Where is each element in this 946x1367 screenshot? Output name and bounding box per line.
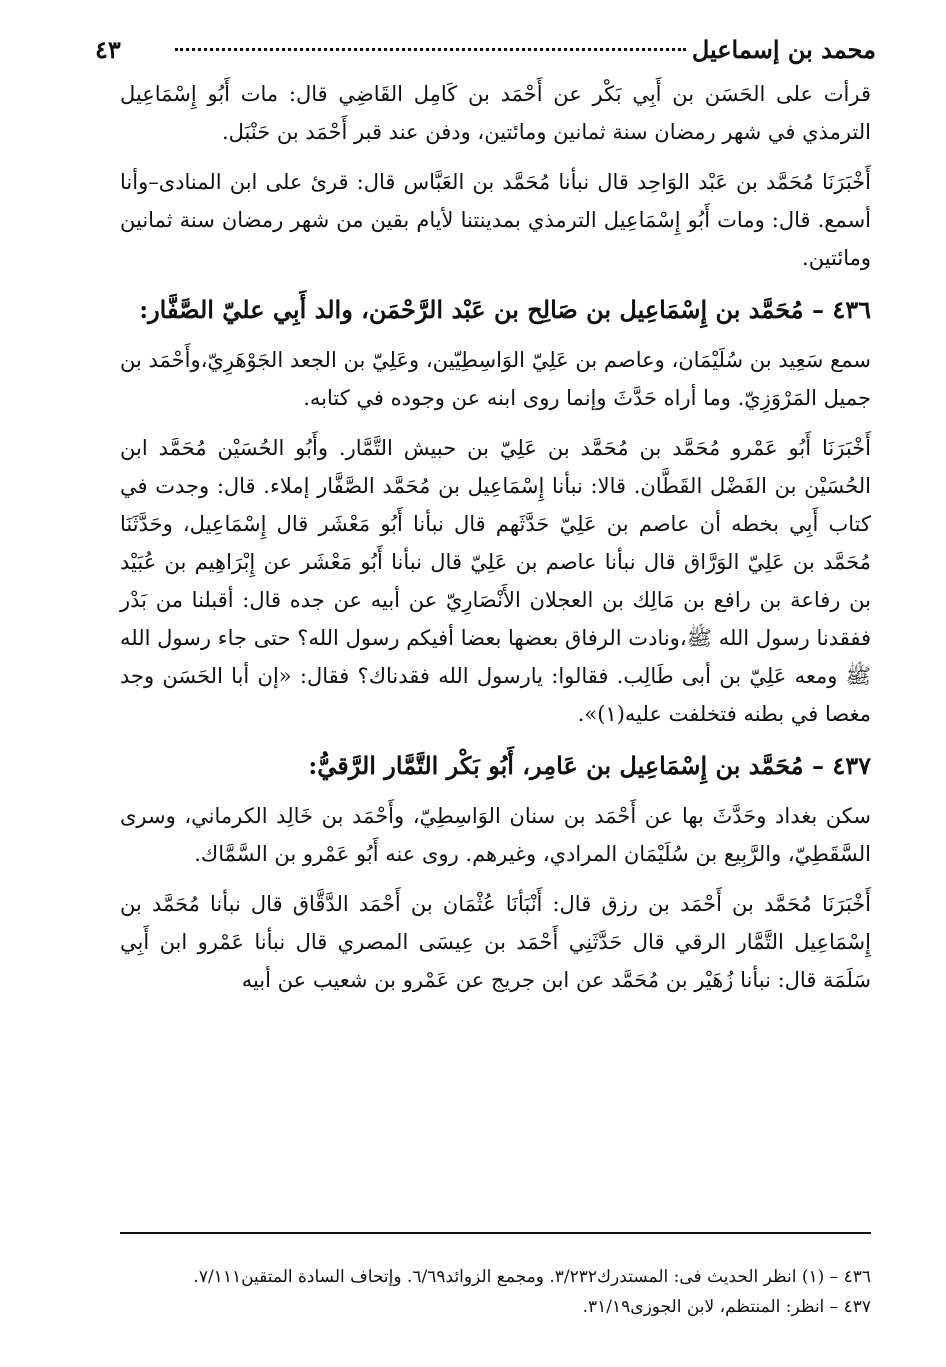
paragraph: أَخْبَرَنَا مُحَمَّد بن أَحْمَد بن رزق قال: أَنْبَأنَا عُثْمَان بن أَحْمَد الدَّقَّاق قال نبأنا مُحَمَّد بن إِسْمَاعِيل التَّمَّار الرقي قال حَدَّثَنِي أَحْمَد بن عِيسَى المصري قال نبأنا عَمْرو ابن أَبِي سَلَمَة قال: نبأنا زُهَيْر بن مُحَمَّد عن ابن جريج عن عَمْرو بن شعيب عن أبيه <box>120 892 871 992</box>
header-dot-leader <box>175 48 686 51</box>
paragraph: أَخْبَرَنَا مُحَمَّد بن عَبْد الوَاحِد قال نبأنا مُحَمَّد بن العَبَّاس قال: قرئ على ابن المنادى–وأنا أسمع. قال: ومات أَبُو إِسْمَاعِيل الترمذي بمدينتنا لأيام بقين من شهر رمضان سنة ثمانين ومائتين. <box>120 170 871 270</box>
paragraph: قرأت على الحَسَن بن أَبِي بَكْر عن أَحْمَد بن كَامِل القَاضِي قال: مات أَبُو إِسْمَاعِيل الترمذي في شهر رمضان سنة ثمانين ومائتين، ودفن عند قبر أَحْمَد بن حَنْبَل. <box>120 82 871 144</box>
page-number: ٤٣ <box>95 35 121 64</box>
footnotes <box>120 1262 871 1322</box>
running-header <box>95 30 876 70</box>
footnote: ٤٣٧ – انظر: المنتظم، لابن الجوزى٣١/١٩. <box>582 1297 871 1317</box>
page-body <box>120 75 871 1011</box>
running-title: محمد بن إسماعيل <box>691 35 876 64</box>
entry-heading-436: ٤٣٦ – مُحَمَّد بن إِسْمَاعِيل بن صَالِح بن عَبْد الرَّحْمَن، والد أَبِي عليّ الصَّفَّار: <box>139 295 871 324</box>
footnote: ٤٣٦ – (١) انظر الحديث فى: المستدرك٣/٢٣٢. ومجمع الزوائد٦/٦٩. وإتحاف السادة المتقين٧/١١١. <box>193 1267 871 1287</box>
paragraph: أَخْبَرَنَا أَبُو عَمْرو مُحَمَّد بن مُحَمَّد بن عَلِيّ بن حبيش التَّمَّار. وأَبُو الحُسَيْن مُحَمَّد ابن الحُسَيْن بن الفَضْل القَطَّان. قالا: نبأنا إِسْمَاعِيل بن مُحَمَّد الصَّفَّار إملاء. قال: وجدت في كتاب أَبِي بخطه أن عاصم بن عَلِيّ حَدَّثَهم قال نبأنا أَبُو مَعْشَر قال إِسْمَاعِيل، وحَدَّثَنَا مُحَمَّد بن عَلِيّ الوَرَّاق قال نبأنا عاصم بن عَلِيّ قال نبأنا أَبُو مَعْشَر عن إِبْرَاهِيم بن عُبَيْد بن رفاعة بن رافع بن مَالِك بن العجلان الأَنْصَارِيّ عن أبيه عن جده قال: أقبلنا من بَدْر ففقدنا رسول الله ﷺ،ونادت الرفاق بعضها بعضا أفيكم رسول الله؟ حتى جاء رسول الله ﷺ ومعه عَلِيّ بن أبى طَالِب. فقالوا: يارسول الله فقدناك؟ فقال: «إن أبا الحَسَن وجد مغصا في بطنه فتخلفت عليه(١)». <box>120 436 871 726</box>
footnote-separator <box>120 1232 871 1234</box>
paragraph: سكن بغداد وحَدَّثَ بها عن أَحْمَد بن سنان الوَاسِطِيّ، وأَحْمَد بن خَالِد الكرماني، وسرى السَّقَطِيّ، والرَّبِيع بن سُلَيْمَان المرادي، وغيرهم. روى عنه أَبُو عَمْرو بن السَّمَّاك. <box>120 804 871 866</box>
paragraph: سمع سَعِيد بن سُلَيْمَان، وعاصم بن عَلِيّ الوَاسِطِيّين، وعَلِيّ بن الجعد الجَوْهَرِيّ،وأَحْمَد بن جميل المَرْوَزِيّ. وما أراه حَدَّثَ وإنما روى ابنه عن وجوده في كتابه. <box>120 348 871 410</box>
entry-heading-437: ٤٣٧ – مُحَمَّد بن إِسْمَاعِيل بن عَامِر، أَبُو بَكْر التَّمَّار الرَّقيُّ: <box>308 751 871 780</box>
